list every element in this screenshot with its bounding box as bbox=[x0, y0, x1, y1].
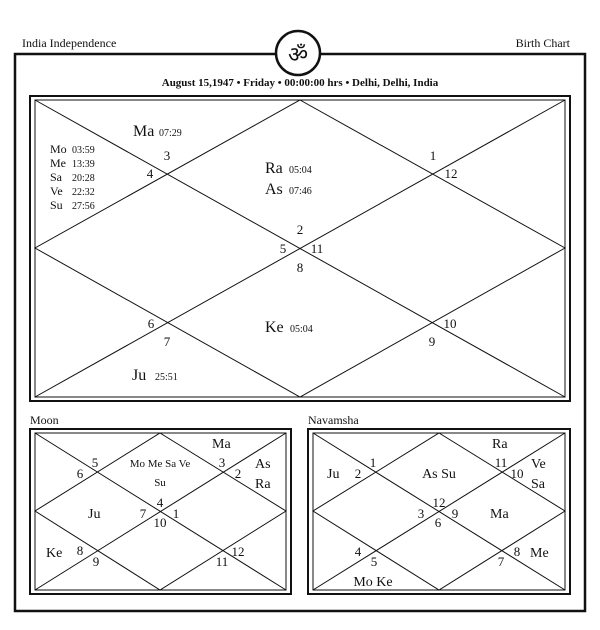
house-number: 6 bbox=[76, 466, 84, 481]
house-number: 3 bbox=[417, 506, 425, 521]
house-number: 10 bbox=[443, 316, 457, 331]
moon-chart-title: Moon bbox=[30, 413, 59, 427]
planet-degree: 27:56 bbox=[72, 201, 95, 212]
planet-name: Mo bbox=[50, 142, 67, 156]
planet-ju: Ju bbox=[88, 507, 101, 522]
planet-degree: 20:28 bbox=[72, 173, 95, 184]
planet-ra: Ra bbox=[492, 437, 508, 452]
planet-ve: Ve bbox=[531, 457, 546, 472]
birth-details: August 15,1947 • Friday • 00:00:00 hrs • Delhi, Delhi, India bbox=[161, 77, 439, 89]
planet-name: Ma bbox=[133, 123, 155, 140]
house-number: 12 bbox=[444, 166, 458, 181]
planet-degree: 25:51 bbox=[155, 372, 178, 383]
planet-ke bbox=[265, 319, 313, 336]
planet-as: As bbox=[255, 457, 271, 472]
house-number: 3 bbox=[218, 455, 226, 470]
page-title-right: Birth Chart bbox=[515, 36, 570, 50]
house-number: 2 bbox=[234, 466, 242, 481]
planet-ju: Ju bbox=[327, 467, 340, 482]
house-number: 7 bbox=[163, 334, 171, 349]
house-number: 10 bbox=[153, 515, 167, 530]
planet-ra bbox=[265, 160, 312, 177]
house-number: 2 bbox=[296, 222, 304, 237]
house-number: 8 bbox=[513, 544, 521, 559]
planet-group: As Su bbox=[422, 467, 456, 482]
house-number: 3 bbox=[163, 148, 171, 163]
planet-degree: 07:46 bbox=[289, 186, 312, 197]
house-number: 6 bbox=[434, 515, 442, 530]
main-chart bbox=[30, 96, 570, 401]
planet-ma bbox=[133, 123, 182, 140]
planet-ju bbox=[132, 367, 178, 384]
house-number: 7 bbox=[139, 506, 147, 521]
planet-degree: 22:32 bbox=[72, 187, 95, 198]
house-number: 9 bbox=[92, 554, 100, 569]
planet-ma: Ma bbox=[212, 437, 231, 452]
planet-degree: 07:29 bbox=[159, 128, 182, 139]
planet-name: Sa bbox=[50, 170, 62, 184]
planet-name: As bbox=[265, 181, 283, 198]
house-number: 4 bbox=[146, 166, 154, 181]
house-number: 10 bbox=[510, 466, 524, 481]
planet-list-left bbox=[50, 142, 95, 212]
planet-sa: Sa bbox=[531, 477, 545, 492]
planet-degree: 13:39 bbox=[72, 159, 95, 170]
planet-group: Mo Ke bbox=[353, 575, 393, 590]
house-number: 4 bbox=[354, 544, 362, 559]
page-title-left: India Independence bbox=[22, 36, 117, 50]
planet-as bbox=[265, 181, 312, 198]
house-number: 1 bbox=[429, 148, 437, 163]
planet-ma: Ma bbox=[490, 507, 509, 522]
om-icon: ॐ bbox=[287, 43, 309, 68]
navamsha-chart bbox=[308, 429, 570, 594]
planet-name: Ju bbox=[132, 367, 147, 384]
house-number: 1 bbox=[369, 455, 377, 470]
house-number: 7 bbox=[497, 554, 505, 569]
house-number: 11 bbox=[310, 241, 324, 256]
house-number: 8 bbox=[296, 260, 304, 275]
house-number: 11 bbox=[494, 455, 508, 470]
house-number: 2 bbox=[354, 466, 362, 481]
planet-name: Ve bbox=[50, 184, 63, 198]
planet-me: Me bbox=[530, 546, 549, 561]
planet-name: Ra bbox=[265, 160, 283, 177]
house-number: 5 bbox=[370, 554, 378, 569]
house-number: 11 bbox=[215, 554, 229, 569]
planet-name: Me bbox=[50, 156, 66, 170]
om-emblem bbox=[276, 31, 320, 75]
house-number: 8 bbox=[76, 543, 84, 558]
planet-group: Su bbox=[154, 477, 166, 489]
planet-ke: Ke bbox=[46, 546, 63, 561]
house-number: 1 bbox=[172, 506, 180, 521]
house-number: 12 bbox=[231, 544, 245, 559]
planet-name: Ke bbox=[265, 319, 284, 336]
planet-group: Mo Me Sa Ve bbox=[129, 458, 191, 470]
house-number: 5 bbox=[91, 455, 99, 470]
moon-chart bbox=[30, 429, 291, 594]
planet-degree: 05:04 bbox=[289, 165, 312, 176]
house-number: 9 bbox=[428, 334, 436, 349]
planet-degree: 05:04 bbox=[290, 324, 313, 335]
planet-ra: Ra bbox=[255, 477, 271, 492]
planet-name: Su bbox=[50, 198, 63, 212]
planet-degree: 03:59 bbox=[72, 145, 95, 156]
house-number: 4 bbox=[156, 495, 164, 510]
navamsha-chart-title: Navamsha bbox=[308, 413, 359, 427]
house-number: 9 bbox=[451, 506, 459, 521]
house-number: 5 bbox=[279, 241, 287, 256]
house-number: 12 bbox=[432, 495, 446, 510]
house-number: 6 bbox=[147, 316, 155, 331]
